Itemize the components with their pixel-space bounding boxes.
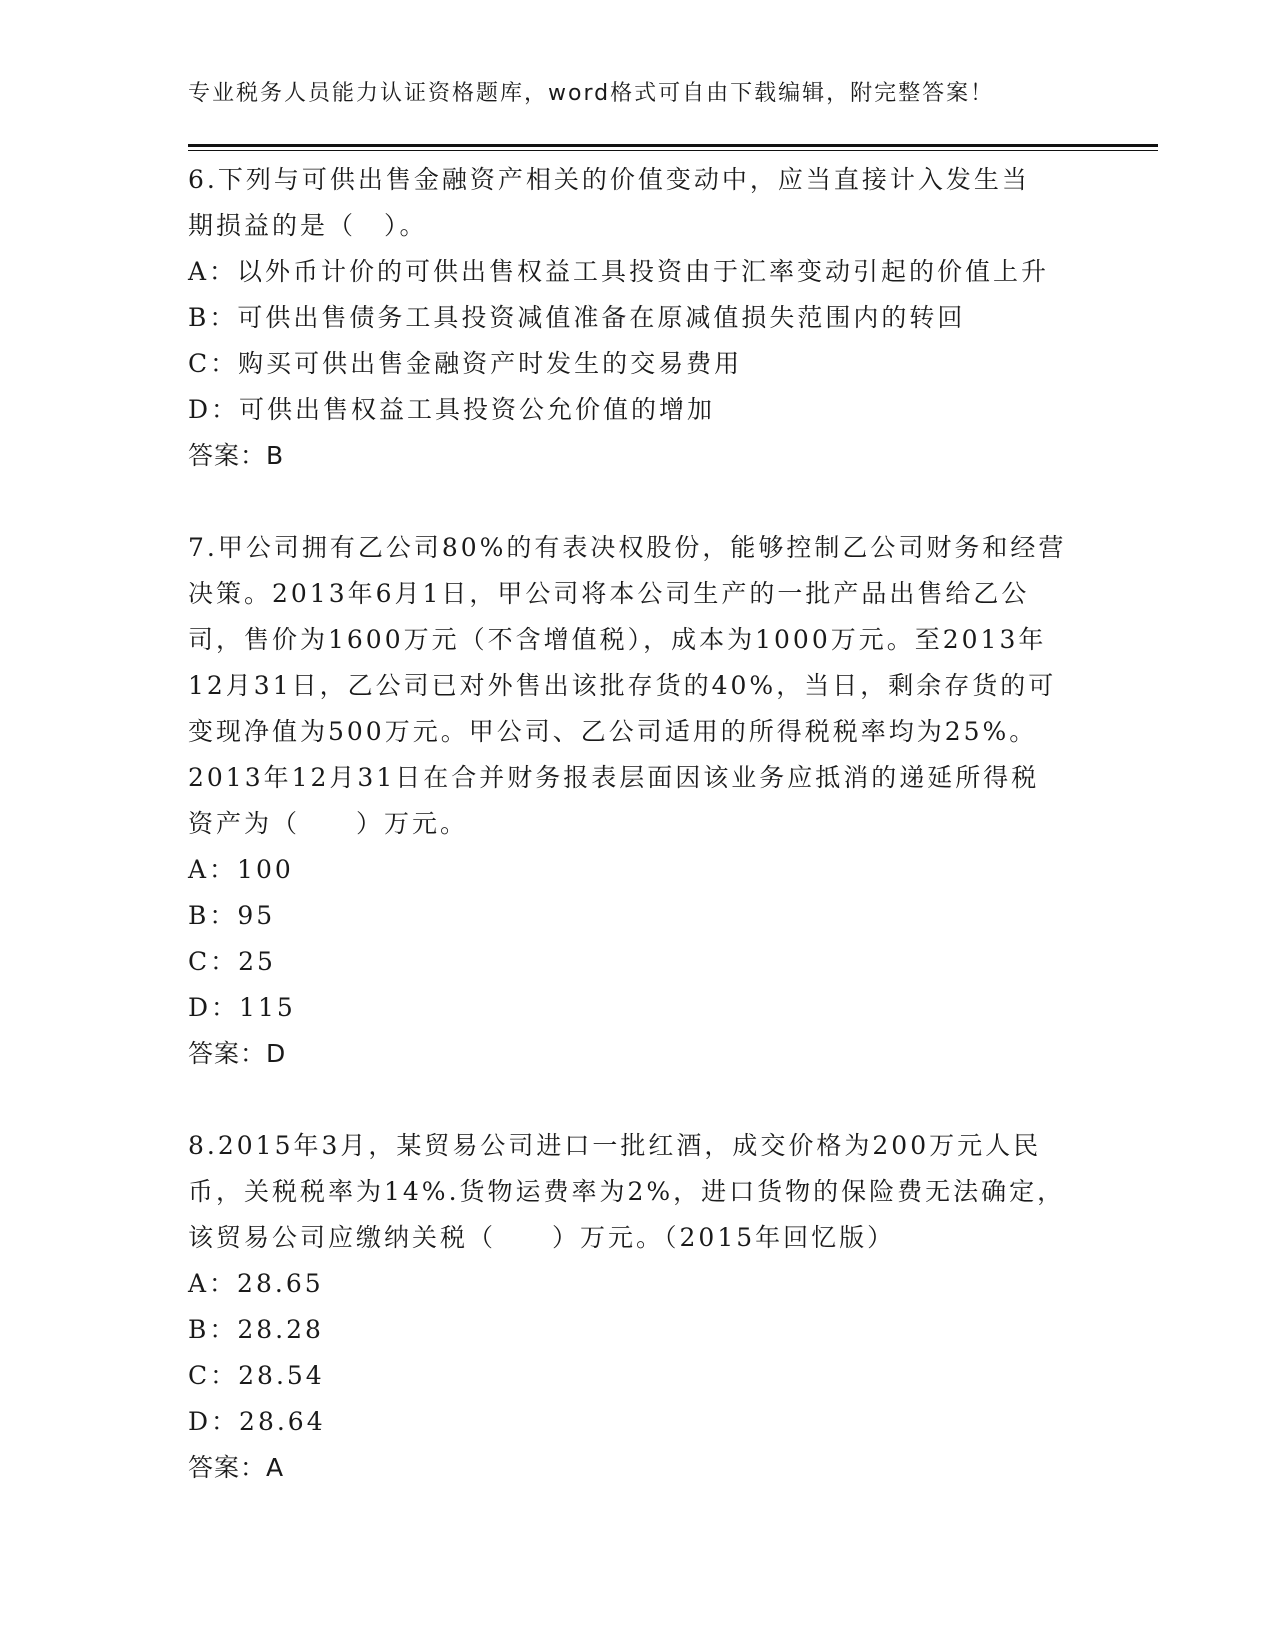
- question-stem-line: 2013年12月31日在合并财务报表层面因该业务应抵消的递延所得税: [188, 763, 1040, 792]
- answer-line: 答案：A: [188, 1453, 285, 1482]
- option-a: A：以外币计价的可供出售权益工具投资由于汇率变动引起的价值上升: [188, 257, 1050, 286]
- answer-line: 答案：D: [188, 1039, 287, 1068]
- question-spacer: [188, 1077, 1088, 1123]
- option-c: C：28.54: [188, 1361, 325, 1390]
- question-spacer: [188, 479, 1088, 525]
- option-b: B：可供出售债务工具投资减值准备在原减值损失范围内的转回: [188, 303, 966, 332]
- option-a: A：100: [188, 855, 294, 884]
- option-c: C：购买可供出售金融资产时发生的交易费用: [188, 349, 743, 378]
- question-stem-line: 决策。2013年6月1日，甲公司将本公司生产的一批产品出售给乙公: [188, 579, 1030, 608]
- option-d: D：115: [188, 993, 296, 1022]
- question-stem-line: 司，售价为1600万元（不含增值税），成本为1000万元。至2013年: [188, 625, 1047, 654]
- option-d: D：可供出售权益工具投资公允价值的增加: [188, 395, 716, 424]
- question-8: [188, 1123, 1088, 1491]
- question-stem-line: 该贸易公司应缴纳关税（ ）万元。（2015年回忆版）: [188, 1223, 896, 1252]
- question-7: [188, 525, 1088, 1077]
- question-stem-line: 变现净值为500万元。甲公司、乙公司适用的所得税税率均为25%。: [188, 717, 1038, 746]
- option-a: A：28.65: [188, 1269, 324, 1298]
- answer-line: 答案：B: [188, 441, 285, 470]
- header-rule-thin: [188, 150, 1158, 151]
- option-d: D：28.64: [188, 1407, 326, 1436]
- option-c: C：25: [188, 947, 276, 976]
- question-stem-line: 币，关税税率为14%.货物运费率为2%，进口货物的保险费无法确定，: [188, 1177, 1066, 1206]
- question-list: [188, 157, 1088, 1491]
- question-stem-line: 期损益的是（ ）。: [188, 211, 428, 240]
- option-b: B：28.28: [188, 1315, 324, 1344]
- option-b: B：95: [188, 901, 276, 930]
- question-stem-line: 7.甲公司拥有乙公司80%的有表决权股份，能够控制乙公司财务和经营: [188, 533, 1067, 562]
- question-6: [188, 157, 1088, 479]
- page-header: 专业税务人员能力认证资格题库，word格式可自由下载编辑，附完整答案！: [188, 81, 995, 106]
- question-stem-line: 12月31日，乙公司已对外售出该批存货的40%，当日，剩余存货的可: [188, 671, 1057, 700]
- question-stem-line: 8.2015年3月，某贸易公司进口一批红酒，成交价格为200万元人民: [188, 1131, 1042, 1160]
- header-rule-thick: [188, 144, 1158, 147]
- question-stem-line: 资产为（ ）万元。: [188, 809, 469, 838]
- question-stem-line: 6.下列与可供出售金融资产相关的价值变动中，应当直接计入发生当: [188, 165, 1030, 194]
